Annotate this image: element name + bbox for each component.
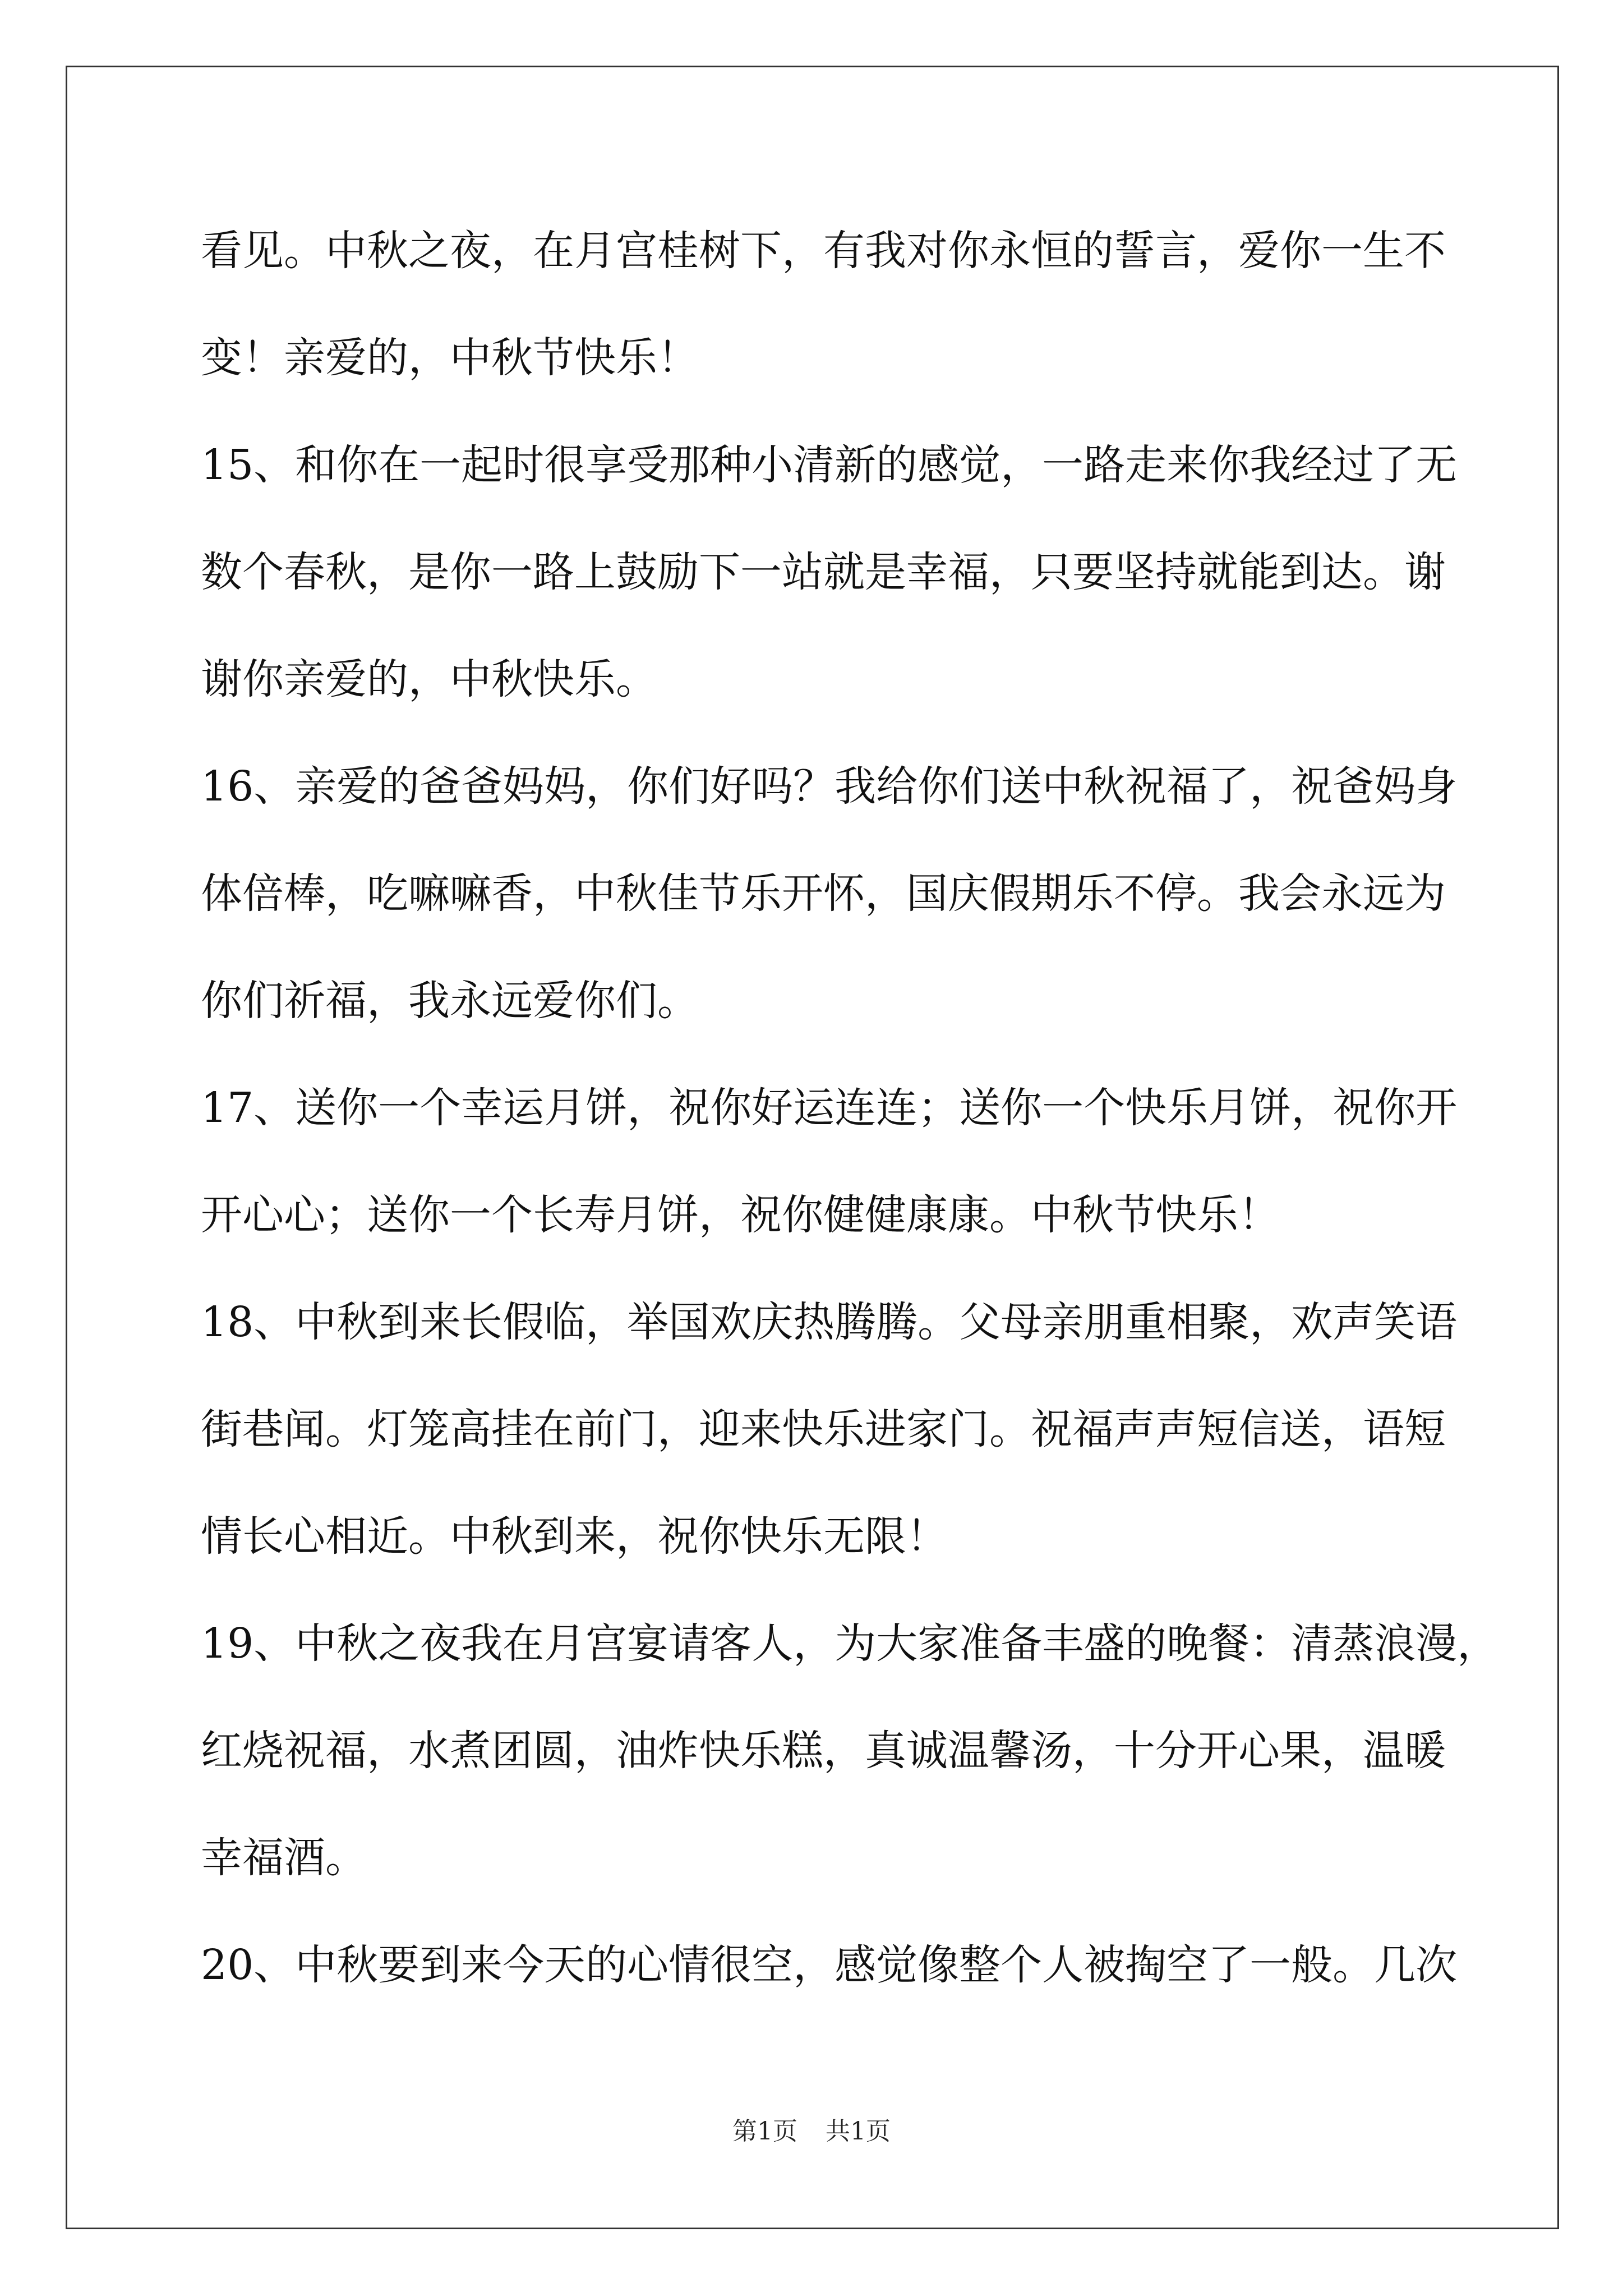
document-body: [201, 217, 1499, 2039]
text-line: 你们祈福，我永远爱你们。: [201, 977, 699, 1025]
text-line: 数个春秋，是你一路上鼓励下一站就是幸福，只要坚持就能到达。谢: [201, 548, 1446, 596]
text-line: 谢你亲爱的，中秋快乐。: [201, 655, 657, 703]
text-line: 看见。中秋之夜，在月宫桂树下，有我对你永恒的誓言，爱你一生不: [201, 227, 1446, 275]
text-line: 18、中秋到来长假临，举国欢庆热腾腾。父母亲朋重相聚，欢声笑语: [201, 1298, 1458, 1346]
text-line: 19、中秋之夜我在月宫宴请客人，为大家准备丰盛的晚餐：清蒸浪漫，: [201, 1619, 1499, 1668]
text-line: 体倍棒，吃嘛嘛香，中秋佳节乐开怀，国庆假期乐不停。我会永远为: [201, 869, 1446, 918]
text-line: 红烧祝福，水煮团圆，油炸快乐糕，真诚温馨汤，十分开心果，温暖: [201, 1727, 1446, 1775]
text-line: 20、中秋要到来今天的心情很空，感觉像整个人被掏空了一般。几次: [201, 1941, 1458, 1989]
text-line: 15、和你在一起时很享受那种小清新的感觉，一路走来你我经过了无: [201, 441, 1458, 489]
text-line: 变！亲爱的，中秋节快乐！: [201, 334, 699, 382]
text-line: 幸福酒。: [201, 1834, 367, 1882]
page-number: 第1页: [732, 2117, 797, 2146]
text-line: 情长心相近。中秋到来，祝你快乐无限！: [201, 1512, 948, 1561]
page-footer: [0, 2115, 1623, 2148]
text-line: 开心心；送你一个长寿月饼，祝你健健康康。中秋节快乐！: [201, 1191, 1280, 1239]
text-line: 街巷闻。灯笼高挂在前门，迎来快乐进家门。祝福声声短信送，语短: [201, 1405, 1446, 1453]
page-total: 共1页: [826, 2117, 891, 2146]
text-line: 17、送你一个幸运月饼，祝你好运连连；送你一个快乐月饼，祝你开: [201, 1084, 1458, 1132]
text-line: 16、亲爱的爸爸妈妈，你们好吗？我给你们送中秋祝福了，祝爸妈身: [201, 762, 1458, 811]
